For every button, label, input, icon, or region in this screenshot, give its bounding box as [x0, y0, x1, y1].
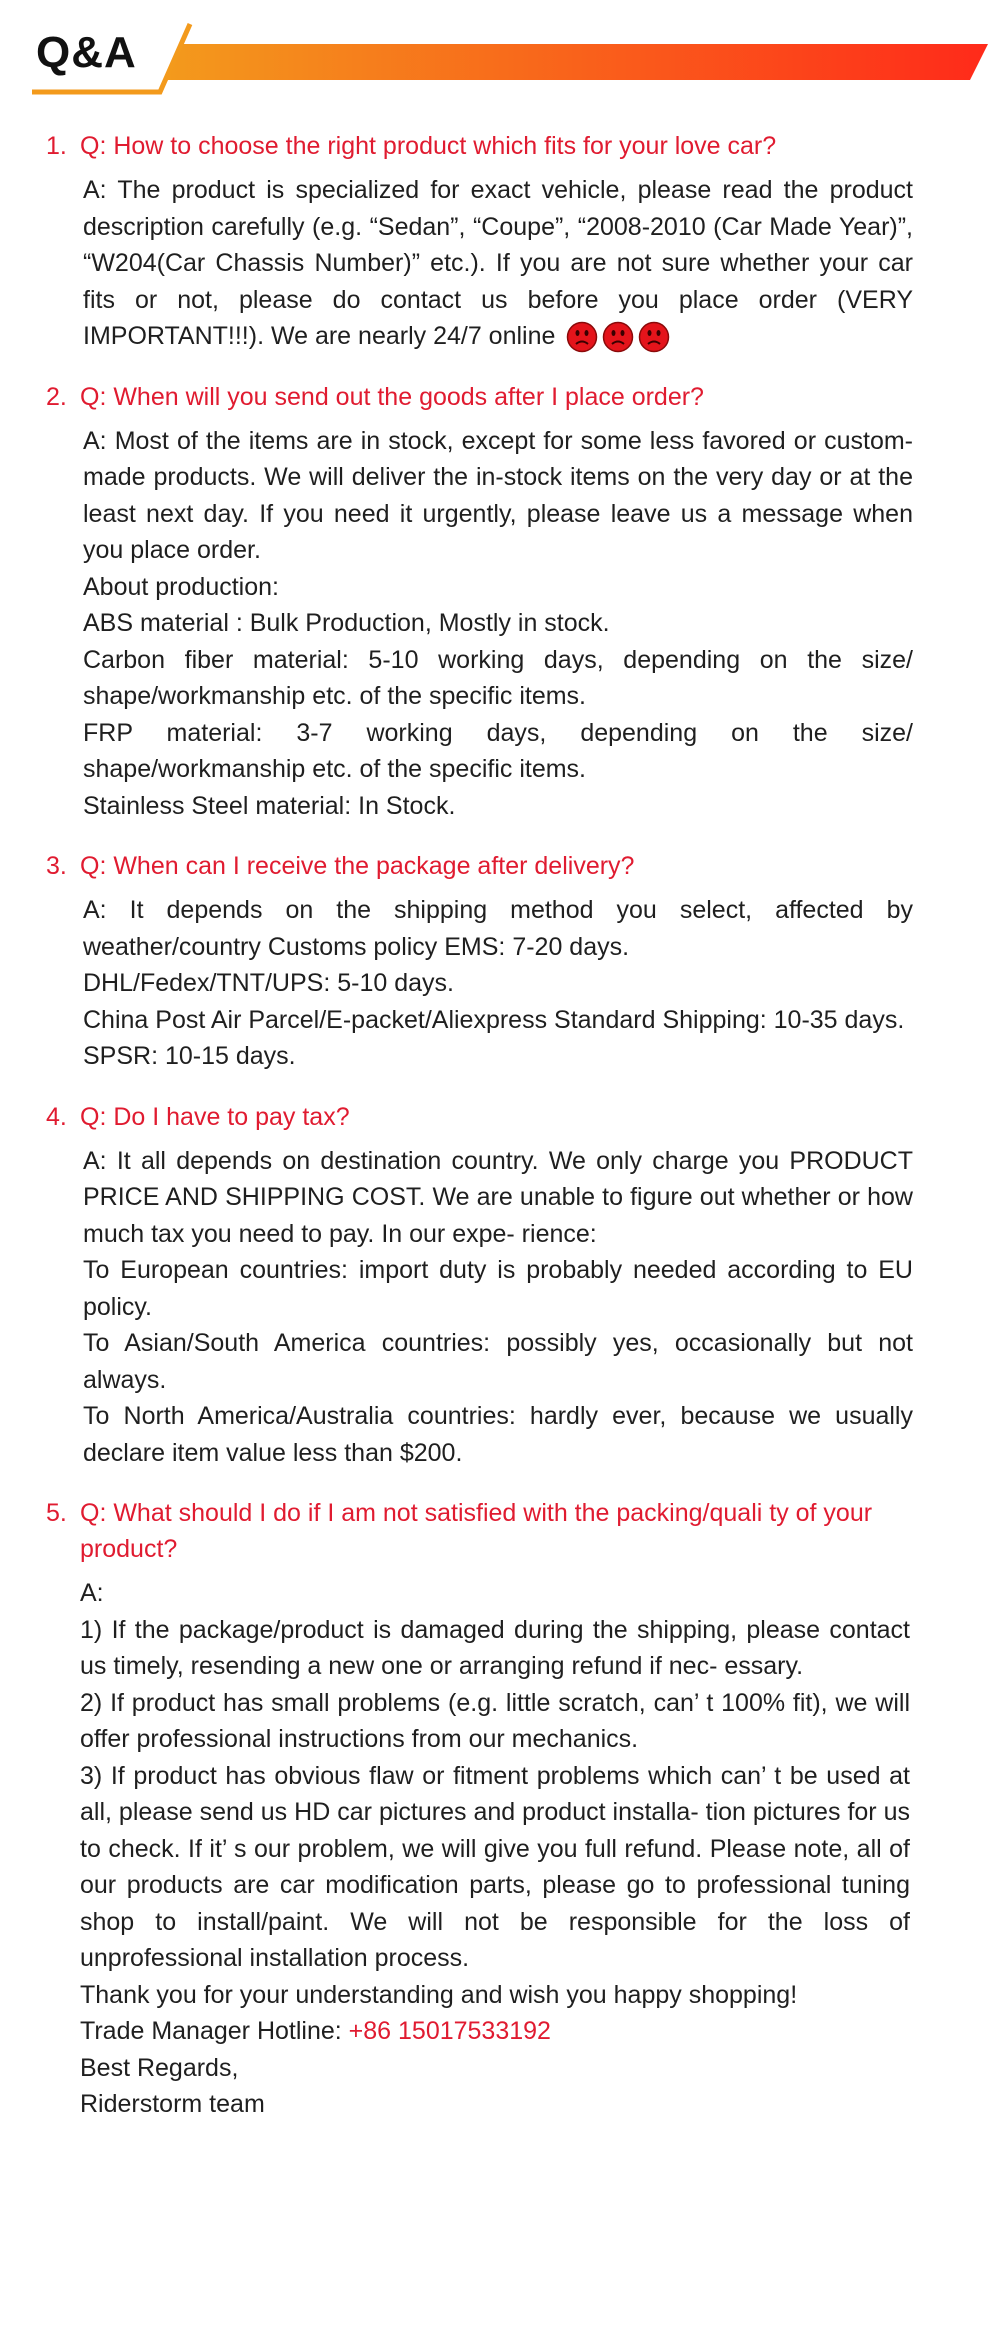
- qa-list: [0, 128, 1000, 2147]
- answer-4: [83, 1143, 913, 1472]
- qa-header: [0, 0, 1000, 110]
- answer-5: [80, 1575, 910, 2123]
- qa-item-4: [0, 1099, 1000, 1472]
- answer-paragraph: China Post Air Parcel/E-packet/Aliexpress Standard Shipping: 10-35 days.: [83, 1005, 905, 1034]
- answer-text: A: The product is specialized for exact vehicle, please read the product description carefully (e.g. “Sedan”, “Coupe”, “2008-2010 (Car Made Year)”, “W204(Car Chassis Number)” etc.). If you are not sure whether your car fits or not, please do contact us before you place order (VERY IMPORTANT!!!). We are nearly 24/7 online: [83, 176, 913, 350]
- question-number: 4.: [46, 1102, 67, 1131]
- red-face-icon: [602, 321, 634, 353]
- closing-line: Best Regards,: [80, 2053, 239, 2082]
- question-number: 2.: [46, 382, 67, 411]
- red-face-icon: [638, 321, 670, 353]
- qa-item-2: [0, 379, 1000, 825]
- answer-paragraph: To Asian/South America countries: possibly yes, occasionally but not always.: [83, 1329, 913, 1394]
- question-2: [46, 379, 926, 415]
- question-text: Q: Do I have to pay tax?: [80, 1102, 350, 1131]
- question-number: 5.: [46, 1499, 67, 1527]
- answer-paragraph: SPSR: 10-15 days.: [83, 1042, 296, 1070]
- answer-paragraph: Carbon fiber material: 5-10 working days, depending on the size/ shape/workmanship etc. of the specific items.: [83, 645, 913, 710]
- header-banner-graphic: [0, 0, 1000, 110]
- answer-paragraph: Stainless Steel material: In Stock.: [83, 791, 456, 820]
- answer-paragraph: To North America/Australia countries: hardly ever, because we usually declare item value less than $200.: [83, 1402, 913, 1467]
- answer-paragraph: DHL/Fedex/TNT/UPS: 5-10 days.: [83, 969, 454, 997]
- answer-paragraph: 3) If product has obvious flaw or fitment problems which can’ t be used at all, please send us HD car pictures and product installa- tion pictures for us to check. If it’ s our problem, we will give you full refund. Please note, all of our products are car modification parts, please go to professional tuning shop to install/paint. We will not be responsible for the loss of unprofessional installation process.: [80, 1761, 910, 1972]
- red-face-icon: [566, 321, 598, 353]
- qa-item-5: [0, 1495, 1000, 2123]
- qa-item-1: [0, 128, 1000, 355]
- hotline-label: Trade Manager Hotline:: [80, 2017, 349, 2045]
- question-4: [46, 1099, 926, 1135]
- question-3: [46, 848, 926, 884]
- header-gradient-band: [166, 44, 988, 80]
- question-number: 1.: [46, 132, 67, 160]
- qa-item-3: [0, 848, 1000, 1075]
- answer-paragraph: To European countries: import duty is probably needed according to EU policy.: [83, 1256, 913, 1321]
- question-1: [46, 128, 926, 164]
- question-text: Q: What should I do if I am not satisfied with the packing/quali ty of your product?: [80, 1499, 873, 1563]
- page-title: Q&A: [36, 28, 137, 77]
- question-text: Q: When can I receive the package after delivery?: [80, 852, 635, 880]
- answer-paragraph: About production:: [83, 572, 279, 601]
- answer-3: [83, 892, 913, 1075]
- answer-paragraph: A: It depends on the shipping method you select, affected by weather/country Customs policy EMS: 7-20 days.: [83, 896, 913, 961]
- question-text: Q: When will you send out the goods after I place order?: [80, 382, 704, 411]
- answer-paragraph: A: Most of the items are in stock, except for some less favored or custom-made products. We will deliver the in-stock items on the very day or at the least next day. If you need it urgently, please leave us a message when you place order.: [83, 426, 913, 564]
- answer-paragraph: 2) If product has small problems (e.g. little scratch, can’ t 100% fit), we will offer professional instructions from our mechanics.: [80, 1688, 910, 1753]
- question-number: 3.: [46, 852, 67, 880]
- answer-paragraph: 1) If the package/product is damaged during the shipping, please contact us timely, resending a new one or arranging refund if nec- essary.: [80, 1615, 910, 1680]
- question-text: Q: How to choose the right product which fits for your love car?: [80, 132, 777, 160]
- answer-paragraph: ABS material : Bulk Production, Mostly in stock.: [83, 609, 610, 637]
- answer-2: [83, 423, 913, 825]
- signature: Riderstorm team: [80, 2090, 265, 2118]
- question-5: [46, 1495, 926, 1567]
- answer-paragraph: [83, 172, 913, 355]
- hotline-number[interactable]: +86 15017533192: [348, 2017, 551, 2045]
- answer-paragraph: FRP material: 3-7 working days, depending on the size/ shape/workmanship etc. of the specific items.: [83, 718, 913, 783]
- hotline: [80, 2013, 910, 2050]
- answer-paragraph: A: It all depends on destination country. We only charge you PRODUCT PRICE AND SHIPPING COST. We are unable to figure out whether or how much tax you need to pay. In our expe- rience:: [83, 1146, 913, 1248]
- answer-paragraph: A:: [80, 1579, 104, 1607]
- answer-1: [83, 172, 913, 355]
- answer-paragraph: Thank you for your understanding and wish you happy shopping!: [80, 1980, 798, 2009]
